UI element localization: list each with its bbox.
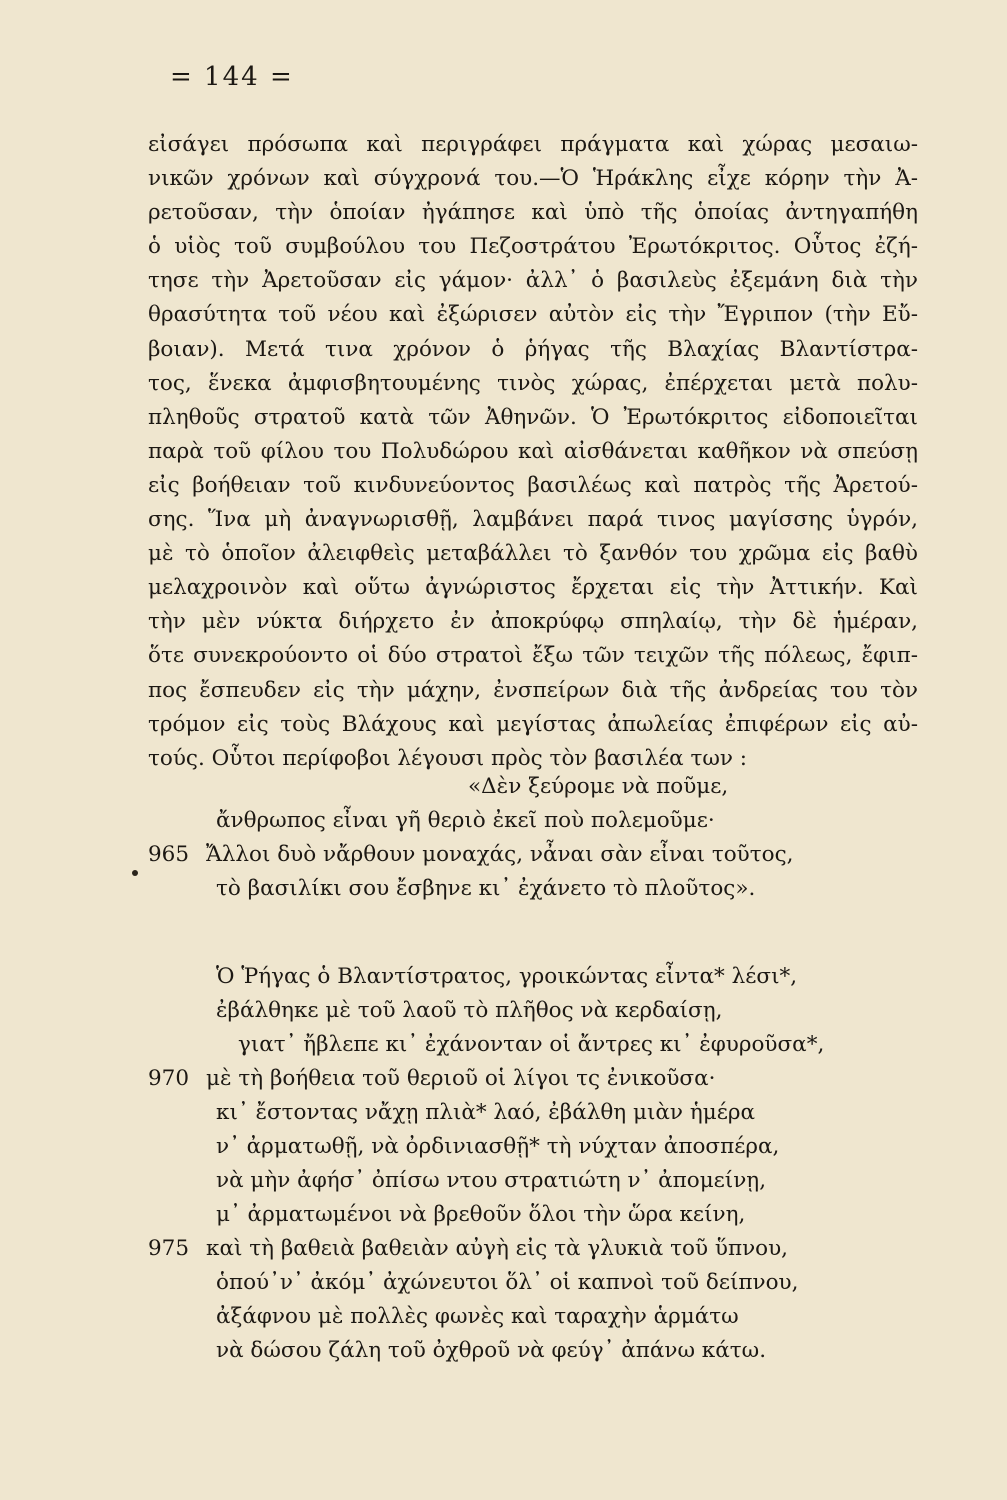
verse-line	[148, 1232, 918, 1266]
prose-line: μὲ τὸ ὁποῖον ἀλειφθεὶς μεταβάλλει τὸ ξανθόν του χρῶμα εἰς βαθὺ	[148, 541, 918, 567]
verse-text: ἄνθρωπος εἶναι γῆ θεριὸ ἐκεῖ ποὺ πολεμοῦμε·	[216, 808, 715, 833]
verse-line	[148, 1164, 918, 1198]
margin-dot-mark	[132, 870, 138, 876]
prose-line: τησε τὴν Ἀρετοῦσαν εἰς γάμον· ἀλλ᾽ ὁ βασιλεὺς ἐξεμάνη διὰ τὴν	[148, 268, 918, 294]
verse-line	[148, 960, 918, 994]
verse-text: Ἄλλοι δυὸ νἄρθουν μοναχάς, νἆναι σὰν εἶναι τοῦτος,	[206, 842, 794, 867]
verse-line	[148, 1062, 918, 1096]
prose-line: εἰς βοήθειαν τοῦ κινδυνεύοντος βασιλέως καὶ πατρὸς τῆς Ἀρετού-	[148, 472, 918, 498]
prose-line: ρετοῦσαν, τὴν ὁποίαν ἠγάπησε καὶ ὑπὸ τῆς ὁποίας ἀντηγαπήθη	[148, 200, 918, 226]
prose-line: τρόμον εἰς τοὺς Βλάχους καὶ μεγίστας ἀπωλείας ἐπιφέρων εἰς αὐ-	[148, 711, 918, 737]
prose-line: νικῶν χρόνων καὶ σύγχρονά του.—Ὁ Ἡράκλης εἶχε κόρην τὴν Ἀ-	[148, 166, 918, 192]
prose-line: εἰσάγει πρόσωπα καὶ περιγράφει πράγματα καὶ χώρας μεσαιω-	[148, 132, 918, 157]
verse-line	[148, 838, 918, 872]
verse-line	[148, 770, 918, 804]
prose-line: βοιαν). Μετά τινα χρόνον ὁ ῥήγας τῆς Βλαχίας Βλαντίστρα-	[148, 336, 918, 362]
verse-text: τὸ βασιλίκι σου ἔσβηνε κι᾽ ἐχάνετο τὸ πλοῦτος».	[216, 876, 756, 901]
prose-line: ὅτε συνεκρούοντο οἱ δύο στρατοὶ ἔξω τῶν τειχῶν τῆς πόλεως, ἔφιπ-	[148, 643, 918, 669]
prose-line: ὁ υἱὸς τοῦ συμβούλου του Πεζοστράτου Ἐρωτόκριτος. Οὗτος ἐζή-	[148, 234, 918, 260]
prose-line: τούς. Οὗτοι περίφοβοι λέγουσι πρὸς τὸν βασιλέα των :	[148, 745, 748, 771]
verse-text: γιατ᾽ ἤβλεπε κι᾽ ἐχάνονταν οἱ ἄντρες κι᾽ ἐφυροῦσα*,	[238, 1032, 825, 1057]
verse-text: μὲ τὴ βοήθεια τοῦ θεριοῦ οἱ λίγοι τς ἐνικοῦσα·	[206, 1066, 716, 1091]
verse-line	[148, 1334, 918, 1368]
prose-line: μελαχροινὸν καὶ οὕτω ἀγνώριστος ἔρχεται εἰς τὴν Ἀττικήν. Καὶ	[148, 575, 918, 601]
verse-line	[148, 1266, 918, 1300]
verse-line	[148, 804, 918, 838]
verse-text: ὁπού᾽ν᾽ ἀκόμ᾽ ἀχώνευτοι ὅλ᾽ οἱ καπνοὶ τοῦ δείπνου,	[216, 1270, 799, 1295]
verse-text: καὶ τὴ βαθειὰ βαθειὰν αὐγὴ εἰς τὰ γλυκιὰ τοῦ ὕπνου,	[206, 1236, 789, 1261]
verse-text: νὰ δώσου ζάλη τοῦ ὀχθροῦ νὰ φεύγ᾽ ἀπάνω κάτω.	[216, 1338, 767, 1363]
verse-text: Ὁ Ῥήγας ὁ Βλαντίστρατος, γροικώντας εἶντα* λέσι*,	[216, 964, 798, 989]
verse-text: μ᾽ ἀρματωμένοι νὰ βρεθοῦν ὅλοι τὴν ὥρα κείνη,	[216, 1202, 746, 1227]
verse-line	[148, 1300, 918, 1334]
verse-line	[148, 1096, 918, 1130]
prose-line: πληθοῦς στρατοῦ κατὰ τῶν Ἀθηνῶν. Ὁ Ἐρωτόκριτος εἰδοποιεῖται	[148, 404, 918, 430]
prose-line: σης. Ἵνα μὴ ἀναγνωρισθῇ, λαμβάνει παρά τινος μαγίσσης ὑγρόν,	[148, 507, 918, 533]
verse-text: ν᾽ ἀρματωθῇ, νὰ ὀρδινιασθῇ* τὴ νύχταν ἀποσπέρα,	[216, 1134, 780, 1159]
verse-number: 970	[148, 1066, 190, 1091]
verse-text: ἐβάλθηκε μὲ τοῦ λαοῦ τὸ πλῆθος νὰ κερδαίσῃ,	[216, 998, 723, 1023]
verse-text: κι᾽ ἔστοντας νἄχῃ πλιὰ* λαό, ἐβάλθη μιὰν ἡμέρα	[216, 1100, 755, 1125]
verse-stanza-2	[148, 960, 918, 1368]
prose-line: θρασύτητα τοῦ νέου καὶ ἐξώρισεν αὐτὸν εἰς τὴν Ἔγριπον (τὴν Εὔ-	[148, 302, 918, 328]
verse-stanza-1	[148, 770, 918, 906]
prose-paragraph	[148, 128, 918, 776]
verse-number: 965	[148, 842, 190, 867]
verse-text: «Δὲν ξεύρομε νὰ ποῦμε,	[468, 774, 729, 799]
verse-line	[148, 1130, 918, 1164]
verse-line	[148, 1198, 918, 1232]
prose-line: τος, ἕνεκα ἀμφισβητουμένης τινὸς χώρας, ἐπέρχεται μετὰ πολυ-	[148, 370, 918, 396]
prose-line: παρὰ τοῦ φίλου του Πολυδώρου καὶ αἰσθάνεται καθῆκον νὰ σπεύσῃ	[148, 438, 918, 464]
verse-line	[148, 872, 918, 906]
page-number: = 144 =	[170, 62, 294, 92]
prose-line: τὴν μὲν νύκτα διήρχετο ἐν ἀποκρύφῳ σπηλαίῳ, τὴν δὲ ἡμέραν,	[148, 609, 918, 635]
verse-text: ἀξάφνου μὲ πολλὲς φωνὲς καὶ ταραχὴν ἁρμάτω	[216, 1304, 739, 1329]
verse-line	[148, 994, 918, 1028]
verse-number: 975	[148, 1236, 190, 1261]
verse-text: νὰ μὴν ἀφήσ᾽ ὀπίσω ντου στρατιώτη ν᾽ ἀπομείνῃ,	[216, 1168, 767, 1193]
verse-line	[148, 1028, 918, 1062]
prose-line: πος ἔσπευδεν εἰς τὴν μάχην, ἐνσπείρων διὰ τῆς ἀνδρείας του τὸν	[148, 677, 918, 703]
